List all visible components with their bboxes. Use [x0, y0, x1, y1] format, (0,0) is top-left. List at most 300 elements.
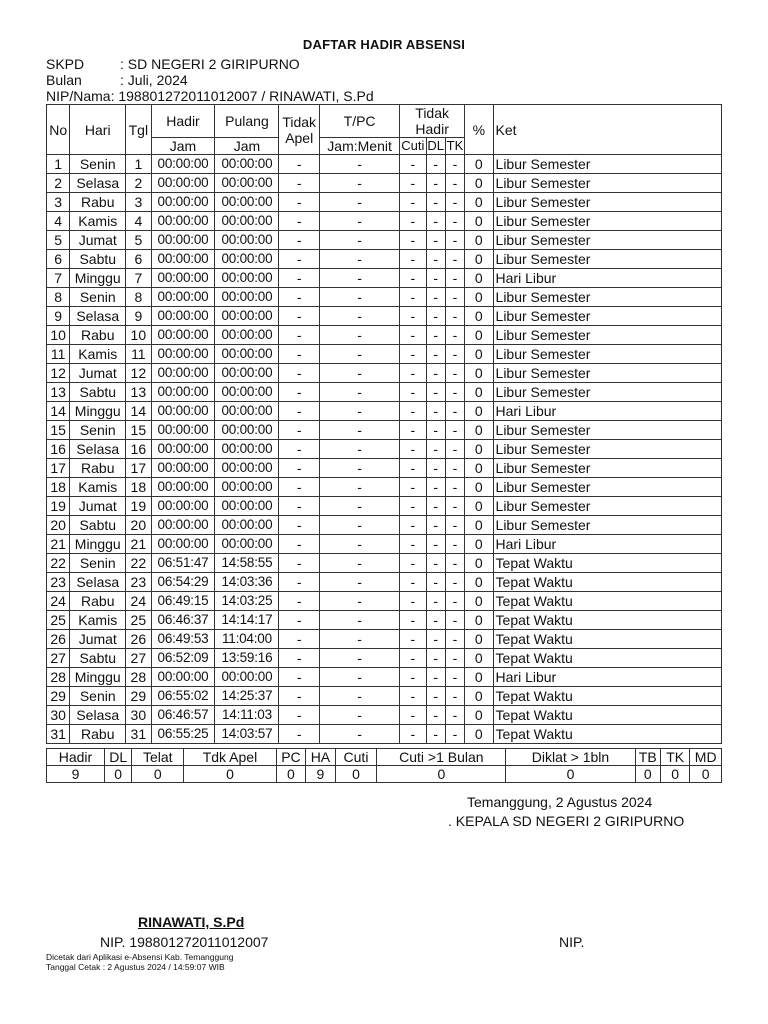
cell-tidak-apel: - — [279, 535, 320, 554]
cell-no: 20 — [47, 516, 70, 535]
cell-tk: - — [445, 440, 464, 459]
cell-tgl: 16 — [126, 440, 151, 459]
cell-hari: Senin — [70, 155, 126, 174]
header-ket: Ket — [493, 105, 721, 155]
cell-percent: 0 — [465, 668, 493, 687]
cell-pulang-jam: 00:00:00 — [215, 212, 279, 231]
cell-pulang-jam: 00:00:00 — [215, 155, 279, 174]
cell-tk: - — [445, 364, 464, 383]
cell-ket: Libur Semester — [493, 307, 721, 326]
skpd-value: : SD NEGERI 2 GIRIPURNO — [120, 56, 300, 72]
cell-tpc: - — [320, 535, 400, 554]
cell-pulang-jam: 14:03:36 — [215, 573, 279, 592]
cell-pulang-jam: 14:03:57 — [215, 725, 279, 744]
cell-no: 11 — [47, 345, 70, 364]
cell-tpc: - — [320, 478, 400, 497]
cell-tgl: 30 — [126, 706, 151, 725]
cell-cuti: - — [400, 231, 426, 250]
cell-no: 14 — [47, 402, 70, 421]
cell-tidak-apel: - — [279, 364, 320, 383]
header-tk: TK — [446, 138, 464, 153]
cell-pulang-jam: 00:00:00 — [215, 668, 279, 687]
cell-tk: - — [445, 288, 464, 307]
cell-hadir-jam: 00:00:00 — [151, 497, 215, 516]
table-row — [47, 516, 722, 535]
table-row — [47, 421, 722, 440]
cell-percent: 0 — [465, 573, 493, 592]
cell-cuti: - — [400, 193, 426, 212]
cell-hari: Selasa — [70, 573, 126, 592]
bulan-label: Bulan — [46, 72, 82, 88]
cell-percent: 0 — [465, 497, 493, 516]
document-title: DAFTAR HADIR ABSENSI — [302, 37, 466, 52]
cell-tgl: 10 — [126, 326, 151, 345]
cell-dl: - — [426, 611, 445, 630]
cell-hadir-jam: 00:00:00 — [151, 307, 215, 326]
cell-tpc: - — [320, 497, 400, 516]
nip-label: NIP/Nama — [46, 88, 111, 104]
summary-value-cell: 9 — [306, 766, 335, 783]
cell-no: 3 — [47, 193, 70, 212]
cell-tidak-apel: - — [279, 402, 320, 421]
cell-percent: 0 — [465, 307, 493, 326]
cell-tpc: - — [320, 459, 400, 478]
cell-hadir-jam: 06:54:29 — [151, 573, 215, 592]
summary-value-cell: 0 — [276, 766, 305, 783]
cell-cuti: - — [400, 611, 426, 630]
table-row — [47, 706, 722, 725]
kepala-nip: NIP. — [559, 934, 585, 950]
cell-no: 9 — [47, 307, 70, 326]
cell-hari: Selasa — [70, 174, 126, 193]
cell-ket: Libur Semester — [493, 326, 721, 345]
table-row — [47, 364, 722, 383]
cell-hari: Selasa — [70, 307, 126, 326]
cell-tk: - — [445, 307, 464, 326]
cell-dl: - — [426, 554, 445, 573]
cell-tk: - — [445, 345, 464, 364]
cell-percent: 0 — [465, 440, 493, 459]
cell-pulang-jam: 14:25:37 — [215, 687, 279, 706]
cell-no: 22 — [47, 554, 70, 573]
cell-tk: - — [445, 573, 464, 592]
cell-tk: - — [445, 459, 464, 478]
cell-no: 13 — [47, 383, 70, 402]
cell-hari: Rabu — [70, 725, 126, 744]
cell-cuti: - — [400, 535, 426, 554]
cell-hari: Minggu — [70, 269, 126, 288]
cell-dl: - — [426, 326, 445, 345]
cell-hari: Senin — [70, 288, 126, 307]
cell-dl: - — [426, 155, 445, 174]
cell-no: 30 — [47, 706, 70, 725]
cell-tk: - — [445, 497, 464, 516]
table-row — [47, 174, 722, 193]
cell-percent: 0 — [465, 364, 493, 383]
cell-ket: Libur Semester — [493, 516, 721, 535]
cell-tgl: 7 — [126, 269, 151, 288]
cell-tpc: - — [320, 307, 400, 326]
cell-hari: Rabu — [70, 326, 126, 345]
cell-no: 12 — [47, 364, 70, 383]
cell-tk: - — [445, 174, 464, 193]
cell-percent: 0 — [465, 383, 493, 402]
cell-tidak-apel: - — [279, 554, 320, 573]
cell-dl: - — [426, 250, 445, 269]
cell-hadir-jam: 00:00:00 — [151, 421, 215, 440]
cell-no: 15 — [47, 421, 70, 440]
cell-dl: - — [426, 573, 445, 592]
table-row — [47, 668, 722, 687]
cell-tpc: - — [320, 516, 400, 535]
cell-cuti: - — [400, 288, 426, 307]
cell-no: 24 — [47, 592, 70, 611]
cell-cuti: - — [400, 155, 426, 174]
footer-print-date: Tanggal Cetak : 2 Agustus 2024 / 14:59:07 WIB — [46, 962, 225, 972]
cell-ket: Hari Libur — [493, 535, 721, 554]
cell-tpc: - — [320, 288, 400, 307]
cell-percent: 0 — [465, 250, 493, 269]
header-pulang: Pulang — [215, 105, 279, 138]
cell-tpc: - — [320, 193, 400, 212]
summary-value-row — [47, 766, 722, 783]
cell-hadir-jam: 00:00:00 — [151, 345, 215, 364]
cell-tidak-apel: - — [279, 307, 320, 326]
summary-header-cell: Cuti >1 Bulan — [377, 749, 506, 766]
table-row — [47, 478, 722, 497]
cell-tk: - — [445, 193, 464, 212]
cell-hari: Selasa — [70, 706, 126, 725]
cell-tgl: 9 — [126, 307, 151, 326]
cell-tpc: - — [320, 649, 400, 668]
cell-hari: Jumat — [70, 231, 126, 250]
cell-no: 25 — [47, 611, 70, 630]
cell-tidak-apel: - — [279, 668, 320, 687]
cell-ket: Tepat Waktu — [493, 706, 721, 725]
cell-hadir-jam: 06:46:37 — [151, 611, 215, 630]
cell-pulang-jam: 00:00:00 — [215, 440, 279, 459]
cell-dl: - — [426, 288, 445, 307]
table-row — [47, 459, 722, 478]
cell-tidak-apel: - — [279, 649, 320, 668]
summary-value-cell: 0 — [104, 766, 131, 783]
cell-ket: Hari Libur — [493, 402, 721, 421]
cell-cuti: - — [400, 516, 426, 535]
cell-ket: Libur Semester — [493, 497, 721, 516]
cell-tidak-apel: - — [279, 326, 320, 345]
cell-ket: Libur Semester — [493, 421, 721, 440]
attendance-rows — [47, 155, 722, 744]
table-row — [47, 592, 722, 611]
cell-tgl: 11 — [126, 345, 151, 364]
attendance-table — [46, 104, 722, 744]
cell-hari: Sabtu — [70, 516, 126, 535]
cell-ket: Tepat Waktu — [493, 725, 721, 744]
cell-no: 16 — [47, 440, 70, 459]
cell-hadir-jam: 06:46:57 — [151, 706, 215, 725]
cell-dl: - — [426, 535, 445, 554]
summary-header-cell: TK — [660, 749, 689, 766]
cell-tpc: - — [320, 687, 400, 706]
cell-ket: Libur Semester — [493, 364, 721, 383]
cell-hari: Kamis — [70, 212, 126, 231]
cell-hadir-jam: 06:51:47 — [151, 554, 215, 573]
cell-percent: 0 — [465, 611, 493, 630]
cell-no: 8 — [47, 288, 70, 307]
cell-hadir-jam: 00:00:00 — [151, 212, 215, 231]
cell-no: 6 — [47, 250, 70, 269]
place-date: Temanggung, 2 Agustus 2024 — [467, 794, 653, 810]
summary-header-cell: HA — [306, 749, 335, 766]
cell-tpc: - — [320, 250, 400, 269]
cell-hadir-jam: 06:49:15 — [151, 592, 215, 611]
cell-ket: Hari Libur — [493, 668, 721, 687]
cell-dl: - — [426, 497, 445, 516]
cell-cuti: - — [400, 174, 426, 193]
cell-tk: - — [445, 668, 464, 687]
cell-pulang-jam: 00:00:00 — [215, 307, 279, 326]
nip-line — [46, 88, 374, 104]
summary-header-cell: MD — [690, 749, 722, 766]
cell-tk: - — [445, 706, 464, 725]
cell-tgl: 1 — [126, 155, 151, 174]
cell-cuti: - — [400, 345, 426, 364]
cell-hari: Rabu — [70, 459, 126, 478]
summary-header-cell: TB — [635, 749, 660, 766]
header-hadir: Hadir — [151, 105, 215, 138]
skpd-label: SKPD — [46, 56, 85, 72]
cell-percent: 0 — [465, 231, 493, 250]
cell-tgl: 28 — [126, 668, 151, 687]
cell-dl: - — [426, 630, 445, 649]
table-row — [47, 535, 722, 554]
summary-header-cell: DL — [104, 749, 131, 766]
cell-cuti: - — [400, 478, 426, 497]
cell-pulang-jam: 14:11:03 — [215, 706, 279, 725]
cell-cuti: - — [400, 326, 426, 345]
table-row — [47, 649, 722, 668]
header-pulang-jam: Jam — [215, 138, 279, 155]
cell-hadir-jam: 00:00:00 — [151, 155, 215, 174]
header-cuti: Cuti — [401, 138, 425, 153]
summary-value-cell: 0 — [635, 766, 660, 783]
cell-percent: 0 — [465, 155, 493, 174]
cell-tgl: 6 — [126, 250, 151, 269]
cell-dl: - — [426, 345, 445, 364]
cell-cuti: - — [400, 459, 426, 478]
cell-ket: Tepat Waktu — [493, 554, 721, 573]
cell-hari: Kamis — [70, 478, 126, 497]
kepala-title: . KEPALA SD NEGERI 2 GIRIPURNO — [448, 813, 685, 829]
cell-dl: - — [426, 440, 445, 459]
cell-hari: Rabu — [70, 592, 126, 611]
cell-ket: Libur Semester — [493, 212, 721, 231]
table-row — [47, 383, 722, 402]
summary-value-cell: 0 — [377, 766, 506, 783]
cell-tidak-apel: - — [279, 459, 320, 478]
cell-hari: Kamis — [70, 345, 126, 364]
cell-hadir-jam: 06:55:02 — [151, 687, 215, 706]
cell-hadir-jam: 00:00:00 — [151, 535, 215, 554]
cell-tgl: 12 — [126, 364, 151, 383]
cell-pulang-jam: 14:03:25 — [215, 592, 279, 611]
cell-dl: - — [426, 402, 445, 421]
table-row — [47, 725, 722, 744]
table-row — [47, 497, 722, 516]
cell-ket: Tepat Waktu — [493, 687, 721, 706]
cell-pulang-jam: 00:00:00 — [215, 383, 279, 402]
cell-tidak-apel: - — [279, 706, 320, 725]
cell-pulang-jam: 13:59:16 — [215, 649, 279, 668]
cell-tidak-apel: - — [279, 687, 320, 706]
header-tidak-apel: Tidak Apel — [279, 105, 320, 155]
cell-tidak-apel: - — [279, 516, 320, 535]
cell-hadir-jam: 00:00:00 — [151, 193, 215, 212]
table-row — [47, 630, 722, 649]
cell-percent: 0 — [465, 706, 493, 725]
cell-pulang-jam: 00:00:00 — [215, 288, 279, 307]
table-row — [47, 155, 722, 174]
cell-tk: - — [445, 326, 464, 345]
summary-header-row — [47, 749, 722, 766]
table-row — [47, 554, 722, 573]
cell-tidak-apel: - — [279, 630, 320, 649]
cell-hadir-jam: 00:00:00 — [151, 269, 215, 288]
cell-pulang-jam: 00:00:00 — [215, 478, 279, 497]
cell-ket: Hari Libur — [493, 269, 721, 288]
cell-pulang-jam: 00:00:00 — [215, 231, 279, 250]
cell-dl: - — [426, 592, 445, 611]
table-row — [47, 345, 722, 364]
cell-pulang-jam: 00:00:00 — [215, 497, 279, 516]
table-row — [47, 250, 722, 269]
cell-tpc: - — [320, 269, 400, 288]
cell-pulang-jam: 00:00:00 — [215, 516, 279, 535]
table-row — [47, 402, 722, 421]
summary-value-cell: 0 — [132, 766, 184, 783]
cell-tidak-apel: - — [279, 193, 320, 212]
cell-tk: - — [445, 649, 464, 668]
table-row — [47, 212, 722, 231]
bulan-line — [46, 72, 188, 88]
cell-hadir-jam: 00:00:00 — [151, 174, 215, 193]
cell-cuti: - — [400, 725, 426, 744]
cell-percent: 0 — [465, 288, 493, 307]
cell-ket: Libur Semester — [493, 231, 721, 250]
cell-dl: - — [426, 421, 445, 440]
cell-tidak-apel: - — [279, 155, 320, 174]
cell-tidak-apel: - — [279, 231, 320, 250]
cell-tidak-apel: - — [279, 269, 320, 288]
cell-tk: - — [445, 611, 464, 630]
cell-no: 31 — [47, 725, 70, 744]
cell-tk: - — [445, 212, 464, 231]
header-no: No — [47, 105, 70, 155]
cell-tidak-apel: - — [279, 440, 320, 459]
table-row — [47, 288, 722, 307]
cell-tk: - — [445, 554, 464, 573]
cell-dl: - — [426, 478, 445, 497]
cell-percent: 0 — [465, 554, 493, 573]
cell-tk: - — [445, 687, 464, 706]
cell-ket: Tepat Waktu — [493, 611, 721, 630]
cell-tgl: 14 — [126, 402, 151, 421]
summary-header-cell: Hadir — [47, 749, 105, 766]
cell-cuti: - — [400, 307, 426, 326]
cell-hadir-jam: 00:00:00 — [151, 383, 215, 402]
cell-hari: Selasa — [70, 440, 126, 459]
table-row — [47, 611, 722, 630]
cell-hari: Minggu — [70, 668, 126, 687]
cell-no: 2 — [47, 174, 70, 193]
summary-table — [46, 748, 722, 783]
cell-tgl: 23 — [126, 573, 151, 592]
header-percent: % — [465, 105, 493, 155]
cell-no: 19 — [47, 497, 70, 516]
cell-dl: - — [426, 364, 445, 383]
cell-no: 26 — [47, 630, 70, 649]
cell-no: 21 — [47, 535, 70, 554]
cell-tpc: - — [320, 212, 400, 231]
cell-percent: 0 — [465, 402, 493, 421]
cell-pulang-jam: 00:00:00 — [215, 326, 279, 345]
cell-tgl: 20 — [126, 516, 151, 535]
cell-tpc: - — [320, 174, 400, 193]
cell-tidak-apel: - — [279, 212, 320, 231]
summary-value-cell: 0 — [660, 766, 689, 783]
cell-tk: - — [445, 155, 464, 174]
cell-dl: - — [426, 383, 445, 402]
header-tpc: T/PC — [320, 105, 400, 138]
cell-no: 4 — [47, 212, 70, 231]
cell-pulang-jam: 00:00:00 — [215, 364, 279, 383]
cell-hari: Senin — [70, 421, 126, 440]
cell-no: 18 — [47, 478, 70, 497]
cell-ket: Libur Semester — [493, 155, 721, 174]
cell-hari: Sabtu — [70, 383, 126, 402]
summary-header-cell: Tdk Apel — [184, 749, 277, 766]
cell-cuti: - — [400, 383, 426, 402]
cell-hari: Minggu — [70, 402, 126, 421]
cell-ket: Libur Semester — [493, 478, 721, 497]
cell-tk: - — [445, 592, 464, 611]
cell-tk: - — [445, 630, 464, 649]
cell-hadir-jam: 06:55:25 — [151, 725, 215, 744]
cell-dl: - — [426, 269, 445, 288]
cell-dl: - — [426, 668, 445, 687]
header-hari: Hari — [70, 105, 126, 155]
table-row — [47, 307, 722, 326]
table-row — [47, 269, 722, 288]
cell-dl: - — [426, 174, 445, 193]
cell-hadir-jam: 00:00:00 — [151, 364, 215, 383]
header-hadir-jam: Jam — [151, 138, 215, 155]
summary-value-cell: 9 — [47, 766, 105, 783]
cell-cuti: - — [400, 706, 426, 725]
cell-dl: - — [426, 212, 445, 231]
cell-no: 23 — [47, 573, 70, 592]
cell-pulang-jam: 00:00:00 — [215, 174, 279, 193]
summary-header-cell: Diklat > 1bln — [506, 749, 635, 766]
nip-value: : 198801272011012007 / RINAWATI, S.Pd — [110, 88, 374, 104]
cell-tpc: - — [320, 440, 400, 459]
cell-hari: Jumat — [70, 497, 126, 516]
cell-tpc: - — [320, 706, 400, 725]
cell-cuti: - — [400, 440, 426, 459]
cell-ket: Tepat Waktu — [493, 592, 721, 611]
cell-ket: Tepat Waktu — [493, 649, 721, 668]
cell-no: 17 — [47, 459, 70, 478]
